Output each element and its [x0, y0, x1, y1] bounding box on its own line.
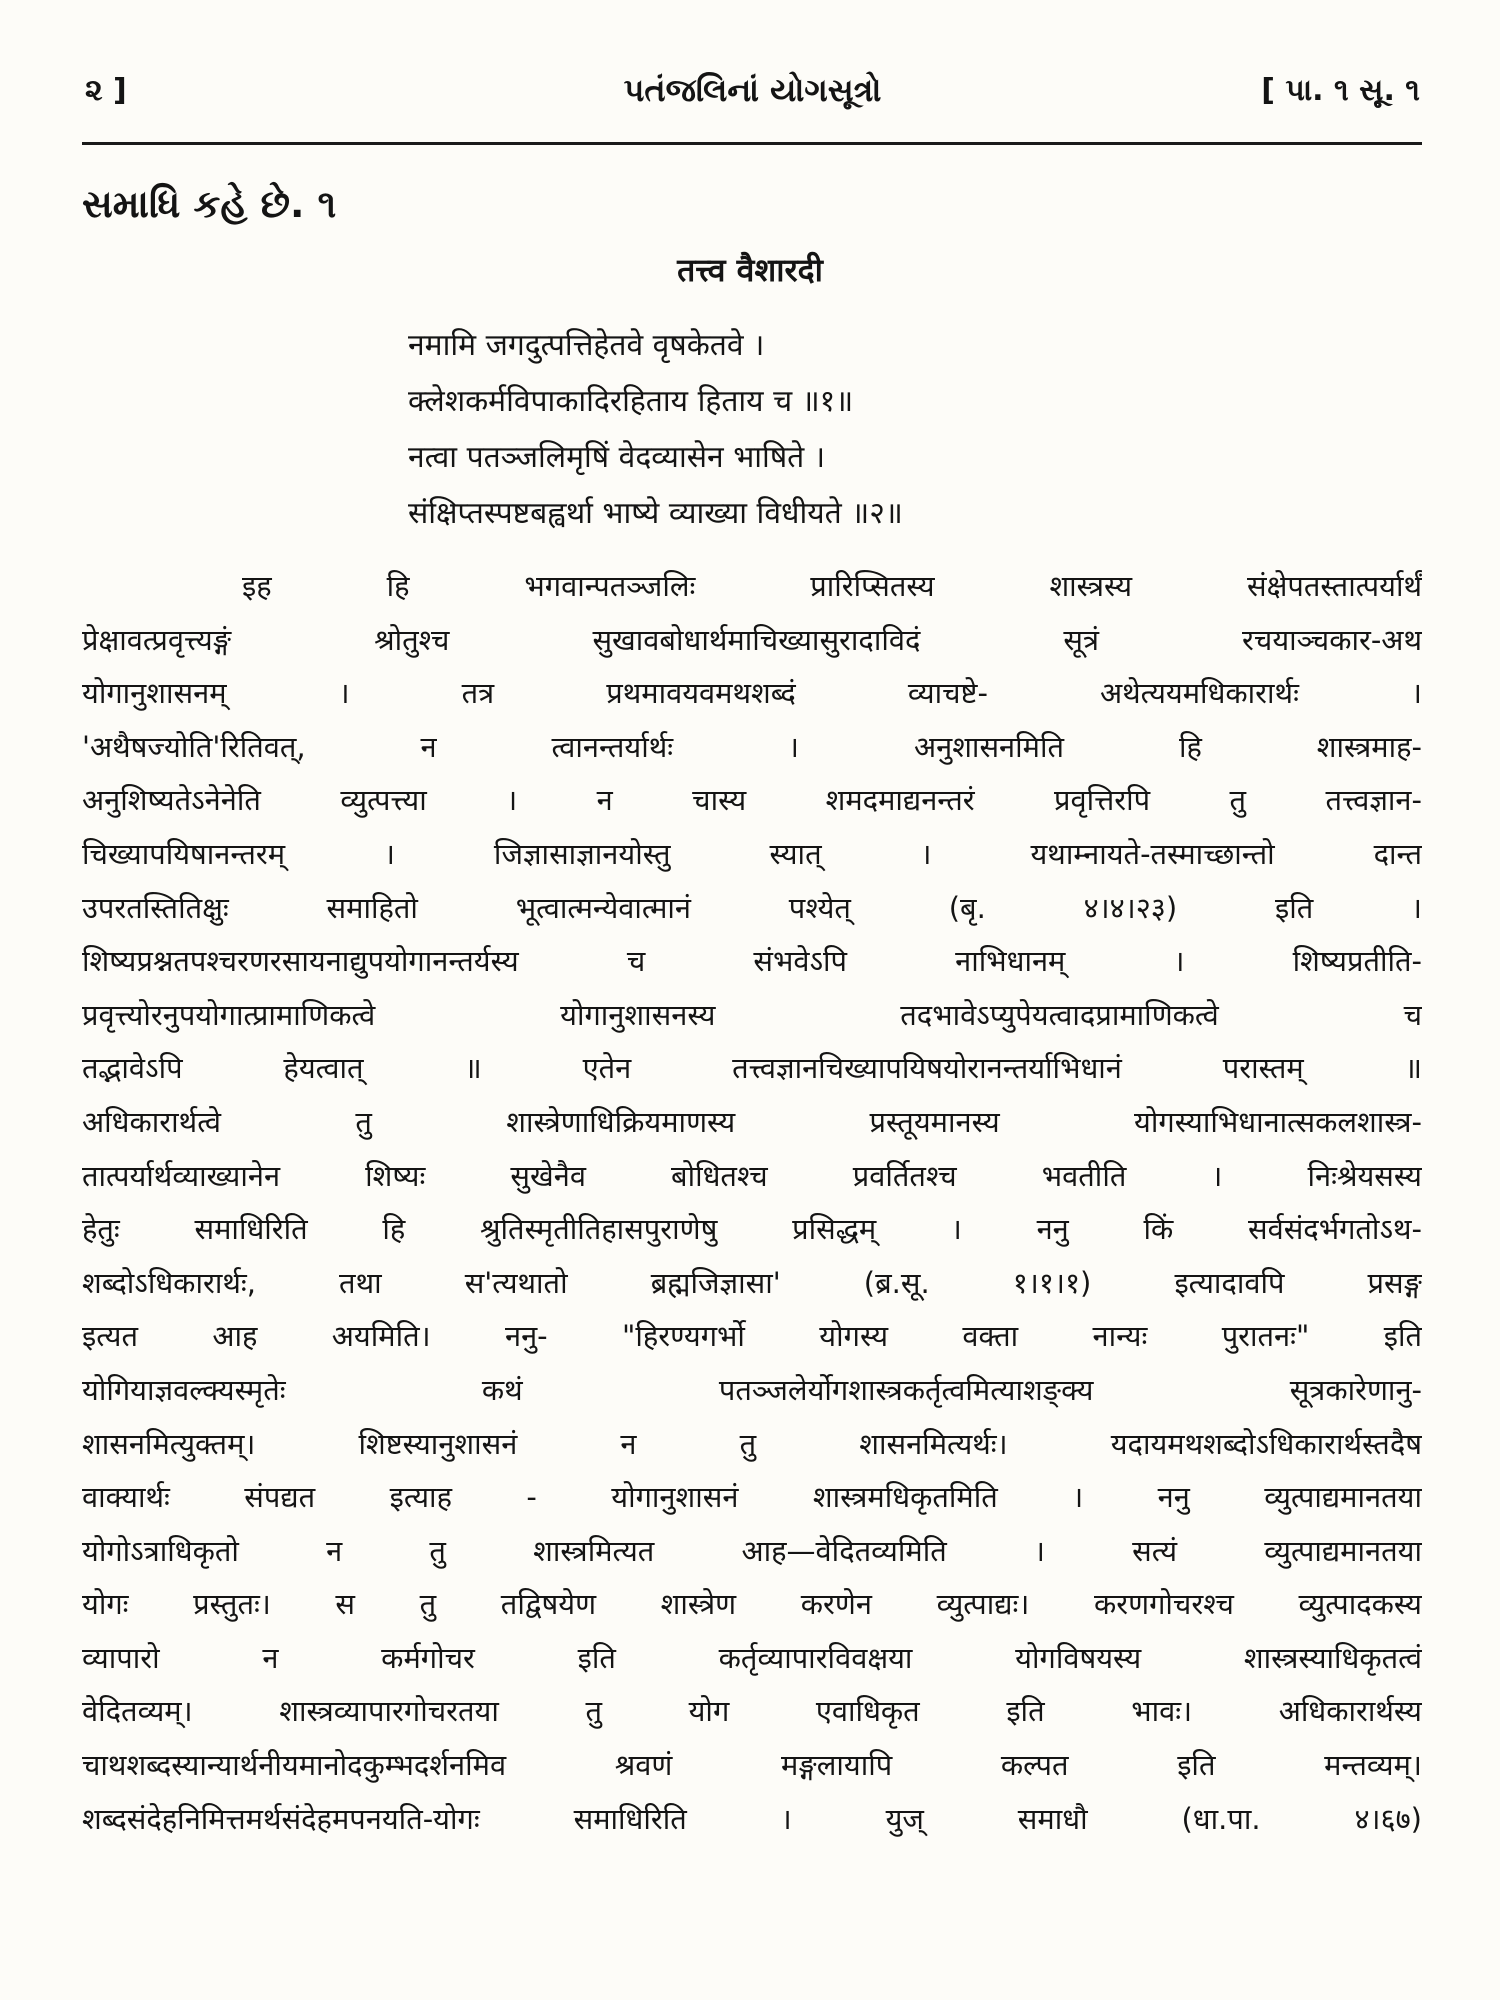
body-line: 'अथैषज्योति'रितिवत्, न त्वानन्तर्यार्थः । अनुशासनमिति हि शास्त्रमाह- [82, 729, 1422, 764]
body-line: शासनमित्युक्तम्। शिष्टस्यानुशासनं न तु शासनमित्यर्थः। यदायमथशब्दोऽधिकारार्थस्तदैष [82, 1426, 1422, 1461]
body-line: इत्यत आह अयमिति। ननु- "हिरण्यगर्भो योगस्य वक्ता नान्यः पुरातनः" इति [82, 1319, 1422, 1354]
page-number: ૨ ] [85, 73, 127, 108]
running-title: પતંજલિનાં યોગસૂત્રો [623, 71, 882, 109]
verse-line: क्लेशकर्मविपाकादिरहिताय हिताय च ॥१॥ [408, 384, 854, 419]
verse-line: नमामि जगदुत्पत्तिहेतवे वृषकेतवे । [408, 328, 765, 363]
body-line: प्रवृत्त्योरनुपयोगात्प्रामाणिकत्वे योगानुशासनस्य तदभावेऽप्युपेयत्वादप्रामाणिकत्वे च [82, 997, 1422, 1032]
section-reference: [ પા. ૧ સૂ. ૧ [1261, 73, 1420, 108]
verse-line: नत्वा पतञ्जलिमृषिं वेदव्यासेन भाषिते । [408, 440, 826, 475]
sutra-translation: સમાધિ કહે છે. ૧ [82, 182, 337, 226]
body-line: प्रेक्षावत्प्रवृत्त्यङ्गं श्रोतुश्च सुखावबोधार्थमाचिख्यासुरादाविदं सूत्रं रचयाञ्चकार-अथ [82, 622, 1422, 657]
commentary-body [82, 560, 1422, 1846]
body-line: व्यापारो न कर्मगोचर इति कर्तृव्यापारविवक्षया योगविषयस्य शास्त्रस्याधिकृतत्वं [82, 1640, 1422, 1675]
header-rule [82, 142, 1422, 145]
verse-line: संक्षिप्तस्पष्टबह्वर्था भाष्ये व्याख्या विधीयते ॥२॥ [408, 496, 903, 531]
body-line: योगानुशासनम् । तत्र प्रथमावयवमथशब्दं व्याचष्टे- अथेत्ययमधिकारार्थः । [82, 676, 1422, 711]
body-line: शब्दोऽधिकारार्थः, तथा स'त्यथातो ब्रह्मजिज्ञासा' (ब्र.सू. १।१।१) इत्यादावपि प्रसङ्ग [82, 1265, 1422, 1300]
body-line: चिख्यापयिषानन्तरम् । जिज्ञासाज्ञानयोस्तु स्यात् । यथाम्नायते-तस्माच्छान्तो दान्त [82, 836, 1422, 871]
commentary-title: तत्त्व वैशारदी [677, 251, 823, 289]
body-line: चाथशब्दस्यान्यार्थनीयमानोदकुम्भदर्शनमिव श्रवणं मङ्गलायापि कल्पत इति मन्तव्यम्। [82, 1748, 1422, 1783]
body-line: योगोऽत्राधिकृतो न तु शास्त्रमित्यत आह—वेदितव्यमिति । सत्यं व्युत्पाद्यमानतया [82, 1533, 1422, 1568]
body-line: अनुशिष्यतेऽनेनेति व्युत्पत्त्या । न चास्य शमदमाद्यनन्तरं प्रवृत्तिरपि तु तत्त्वज्ञान- [82, 783, 1422, 818]
body-line: अधिकारार्थत्वे तु शास्त्रेणाधिक्रियमाणस्य प्रस्तूयमानस्य योगस्याभिधानात्सकलशास्त्र- [82, 1104, 1422, 1139]
body-line: वाक्यार्थः संपद्यत इत्याह - योगानुशासनं शास्त्रमधिकृतमिति । ननु व्युत्पाद्यमानतया [82, 1480, 1422, 1515]
body-line: उपरतस्तितिक्षुः समाहितो भूत्वात्मन्येवात्मानं पश्येत् (बृ. ४।४।२३) इति । [82, 890, 1422, 925]
body-line: वेदितव्यम्। शास्त्रव्यापारगोचरतया तु योग एवाधिकृत इति भावः। अधिकारार्थस्य [82, 1694, 1422, 1729]
body-line: शिष्यप्रश्नतपश्चरणरसायनाद्युपयोगानन्तर्यस्य च संभवेऽपि नाभिधानम् । शिष्यप्रतीति- [82, 944, 1422, 979]
body-line: योगः प्रस्तुतः। स तु तद्विषयेण शास्त्रेण करणेन व्युत्पाद्यः। करणगोचरश्च व्युत्पादकस्य [82, 1587, 1422, 1622]
body-line: शब्दसंदेहनिमित्तमर्थसंदेहमपनयति-योगः समाधिरिति । युज् समाधौ (धा.पा. ४।६७) [82, 1801, 1422, 1836]
body-line: तद्भावेऽपि हेयत्वात् ॥ एतेन तत्त्वज्ञानचिख्यापयिषयोरानन्तर्याभिधानं परास्तम् ॥ [82, 1051, 1422, 1086]
body-line: योगियाज्ञवल्क्यस्मृतेः कथं पतञ्जलेर्योगशास्त्रकर्तृत्वमित्याशङ्क्य सूत्रकारेणानु- [82, 1372, 1422, 1407]
body-line: तात्पर्यार्थव्याख्यानेन शिष्यः सुखेनैव बोधितश्च प्रवर्तितश्च भवतीति । निःश्रेयसस्य [82, 1158, 1422, 1193]
body-line: इह हि भगवान्पतञ्जलिः प्रारिप्सितस्य शास्त्रस्य संक्षेपतस्तात्पर्यार्थं [242, 569, 1422, 603]
body-line: हेतुः समाधिरिति हि श्रुतिस्मृतीतिहासपुराणेषु प्रसिद्धम् । ननु किं सर्वसंदर्भगतोऽथ- [82, 1212, 1422, 1247]
invocation-verses [408, 318, 1308, 542]
page-header [85, 55, 1420, 125]
